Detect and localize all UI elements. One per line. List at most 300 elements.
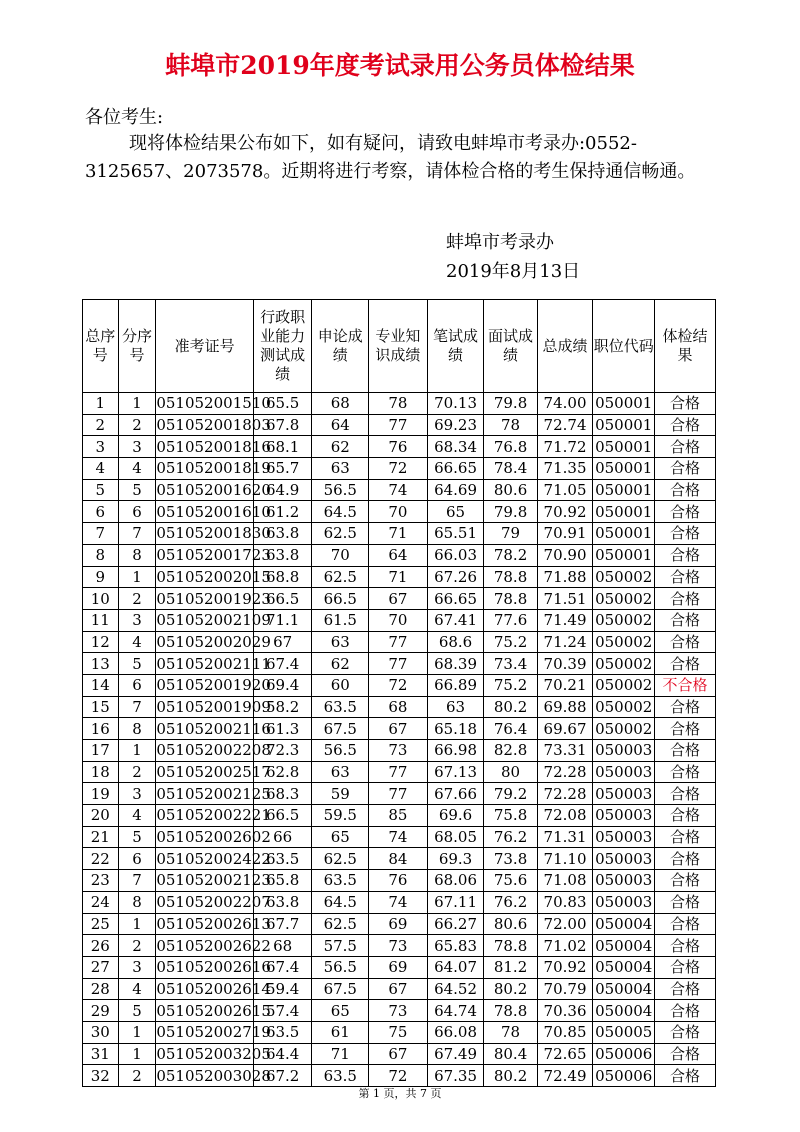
cell-exam-result: 合格	[655, 761, 716, 783]
cell-total-score: 70.36	[537, 1000, 593, 1022]
cell-sub-seq: 2	[118, 414, 156, 436]
cell-interview-score: 76.2	[484, 826, 537, 848]
cell-position-code: 050002	[593, 631, 655, 653]
cell-exam-result: 合格	[655, 631, 716, 653]
cell-xingce-score: 63.8	[253, 891, 312, 913]
cell-xingce-score: 66.5	[253, 588, 312, 610]
cell-written-score: 69.23	[427, 414, 484, 436]
table-row	[83, 1021, 716, 1043]
table-row	[83, 653, 716, 675]
cell-exam-result: 合格	[655, 956, 716, 978]
cell-total-score: 71.10	[537, 848, 593, 870]
cell-total-score: 71.05	[537, 479, 593, 501]
cell-sub-seq: 8	[118, 718, 156, 740]
cell-ticket-no: 051052001819	[156, 459, 271, 478]
table-row	[83, 609, 716, 631]
cell-total-seq: 5	[83, 479, 119, 501]
cell-interview-score: 75.2	[484, 631, 537, 653]
cell-shenlun-score: 56.5	[312, 956, 369, 978]
cell-written-score: 64.74	[427, 1000, 484, 1022]
table-row	[83, 479, 716, 501]
cell-ticket-no: 051052002614	[156, 979, 271, 998]
cell-sub-seq: 1	[118, 740, 156, 762]
cell-sub-seq: 1	[118, 1021, 156, 1043]
cell-interview-score: 78.8	[484, 566, 537, 588]
cell-interview-score: 76.4	[484, 718, 537, 740]
cell-interview-score: 79.8	[484, 501, 537, 523]
cell-total-score: 72.08	[537, 805, 593, 827]
cell-ticket-no: 051052003205	[156, 1044, 271, 1063]
cell-xingce-score: 67	[253, 631, 312, 653]
cell-ticket-no: 051052002622	[156, 936, 271, 955]
cell-xingce-score: 68	[253, 935, 312, 957]
cell-position-code: 050005	[593, 1021, 655, 1043]
cell-written-score: 67.11	[427, 891, 484, 913]
cell-total-score: 72.65	[537, 1043, 593, 1065]
cell-xingce-score: 67.4	[253, 956, 312, 978]
cell-xingce-score: 63.5	[253, 848, 312, 870]
cell-total-seq: 2	[83, 414, 119, 436]
cell-written-score: 66.65	[427, 458, 484, 480]
cell-xingce-score: 64.9	[253, 479, 312, 501]
cell-sub-seq: 7	[118, 870, 156, 892]
header-xingce-score: 行政职业能力测试成绩	[253, 300, 312, 393]
cell-sub-seq: 3	[118, 783, 156, 805]
cell-xingce-score: 59.4	[253, 978, 312, 1000]
cell-sub-seq: 3	[118, 956, 156, 978]
cell-ticket-no: 051052001830	[156, 524, 271, 543]
cell-total-seq: 27	[83, 956, 119, 978]
table-row	[83, 805, 716, 827]
table-row	[83, 436, 716, 458]
cell-written-score: 67.26	[427, 566, 484, 588]
cell-ticket-no: 051052002207	[156, 893, 271, 912]
cell-position-code: 050001	[593, 501, 655, 523]
cell-interview-score: 75.2	[484, 674, 537, 696]
cell-shenlun-score: 64.5	[312, 501, 369, 523]
cell-professional-score: 71	[369, 523, 428, 545]
cell-exam-result: 合格	[655, 935, 716, 957]
cell-total-score: 70.91	[537, 523, 593, 545]
cell-exam-result: 合格	[655, 696, 716, 718]
cell-shenlun-score: 56.5	[312, 740, 369, 762]
table-row	[83, 458, 716, 480]
cell-position-code: 050002	[593, 588, 655, 610]
cell-total-seq: 16	[83, 718, 119, 740]
table-row	[83, 740, 716, 762]
cell-total-seq: 26	[83, 935, 119, 957]
cell-sub-seq: 1	[118, 1043, 156, 1065]
cell-written-score: 65.83	[427, 935, 484, 957]
cell-xingce-score: 57.4	[253, 1000, 312, 1022]
cell-total-score: 71.08	[537, 870, 593, 892]
notice-body: 现将体检结果公布如下，如有疑问，请致电蚌埠市考录办:0552-3125657、2073578。近期将进行考察，请体检合格的考生保持通信畅通。	[85, 133, 696, 182]
cell-total-score: 70.21	[537, 674, 593, 696]
table-row	[83, 956, 716, 978]
cell-position-code: 050001	[593, 436, 655, 458]
cell-sub-seq: 8	[118, 544, 156, 566]
table-row	[83, 1000, 716, 1022]
cell-position-code: 050006	[593, 1065, 655, 1087]
cell-ticket-no: 051052002125	[156, 784, 271, 803]
cell-sub-seq: 7	[118, 696, 156, 718]
header-total-score: 总成绩	[537, 300, 593, 393]
cell-total-score: 72.28	[537, 761, 593, 783]
cell-ticket-no: 051052002613	[156, 914, 271, 933]
cell-professional-score: 76	[369, 870, 428, 892]
cell-written-score: 66.98	[427, 740, 484, 762]
cell-written-score: 66.27	[427, 913, 484, 935]
cell-written-score: 67.35	[427, 1065, 484, 1087]
cell-xingce-score: 63.8	[253, 544, 312, 566]
cell-xingce-score: 69.4	[253, 674, 312, 696]
cell-shenlun-score: 57.5	[312, 935, 369, 957]
notice-date: 2019年8月13日	[446, 261, 581, 282]
table-row	[83, 523, 716, 545]
cell-professional-score: 73	[369, 740, 428, 762]
cell-interview-score: 78.8	[484, 1000, 537, 1022]
cell-position-code: 050006	[593, 1043, 655, 1065]
cell-sub-seq: 5	[118, 826, 156, 848]
cell-shenlun-score: 65	[312, 1000, 369, 1022]
cell-total-seq: 7	[83, 523, 119, 545]
cell-position-code: 050002	[593, 674, 655, 696]
cell-exam-result: 合格	[655, 913, 716, 935]
cell-total-seq: 28	[83, 978, 119, 1000]
cell-written-score: 65	[427, 501, 484, 523]
cell-written-score: 67.49	[427, 1043, 484, 1065]
cell-total-seq: 3	[83, 436, 119, 458]
cell-total-seq: 13	[83, 653, 119, 675]
cell-total-score: 71.88	[537, 566, 593, 588]
cell-total-score: 70.79	[537, 978, 593, 1000]
cell-total-seq: 8	[83, 544, 119, 566]
cell-ticket-no: 051052001620	[156, 481, 271, 500]
results-table	[82, 299, 716, 1087]
cell-exam-result: 合格	[655, 523, 716, 545]
table-row	[83, 761, 716, 783]
cell-shenlun-score: 61.5	[312, 609, 369, 631]
cell-total-seq: 22	[83, 848, 119, 870]
cell-total-seq: 24	[83, 891, 119, 913]
cell-xingce-score: 68.3	[253, 783, 312, 805]
cell-sub-seq: 8	[118, 891, 156, 913]
cell-position-code: 050003	[593, 848, 655, 870]
cell-professional-score: 72	[369, 458, 428, 480]
cell-xingce-score: 71.1	[253, 609, 312, 631]
cell-interview-score: 78	[484, 414, 537, 436]
cell-shenlun-score: 63.5	[312, 696, 369, 718]
cell-total-seq: 18	[83, 761, 119, 783]
cell-total-score: 71.51	[537, 588, 593, 610]
cell-sub-seq: 2	[118, 761, 156, 783]
cell-sub-seq: 1	[118, 566, 156, 588]
cell-exam-result: 合格	[655, 436, 716, 458]
cell-exam-result: 合格	[655, 1065, 716, 1087]
cell-written-score: 67.66	[427, 783, 484, 805]
cell-ticket-no: 051052002109	[156, 611, 271, 630]
cell-xingce-score: 64.4	[253, 1043, 312, 1065]
cell-xingce-score: 67.7	[253, 913, 312, 935]
cell-sub-seq: 2	[118, 935, 156, 957]
cell-sub-seq: 5	[118, 653, 156, 675]
cell-exam-result: 合格	[655, 718, 716, 740]
cell-total-score: 71.72	[537, 436, 593, 458]
cell-shenlun-score: 64.5	[312, 891, 369, 913]
cell-written-score: 69.3	[427, 848, 484, 870]
cell-shenlun-score: 63.5	[312, 870, 369, 892]
header-sub-seq: 分序号	[118, 300, 156, 393]
cell-exam-result: 合格	[655, 393, 716, 415]
cell-shenlun-score: 59.5	[312, 805, 369, 827]
cell-position-code: 050002	[593, 566, 655, 588]
cell-sub-seq: 3	[118, 436, 156, 458]
cell-ticket-no: 051052001723	[156, 546, 271, 565]
table-row	[83, 1065, 716, 1087]
cell-exam-result: 合格	[655, 826, 716, 848]
cell-written-score: 68.06	[427, 870, 484, 892]
cell-shenlun-score: 63.5	[312, 1065, 369, 1087]
table-row	[83, 913, 716, 935]
cell-professional-score: 67	[369, 588, 428, 610]
cell-shenlun-score: 67.5	[312, 718, 369, 740]
header-total-seq: 总序号	[83, 300, 119, 393]
cell-total-score: 70.85	[537, 1021, 593, 1043]
greeting: 各位考生:	[85, 107, 164, 128]
cell-xingce-score: 62.8	[253, 761, 312, 783]
cell-total-seq: 15	[83, 696, 119, 718]
cell-ticket-no: 051052002616	[156, 958, 271, 977]
cell-exam-result: 合格	[655, 458, 716, 480]
cell-xingce-score: 65.7	[253, 458, 312, 480]
cell-sub-seq: 4	[118, 978, 156, 1000]
cell-ticket-no: 051052001803	[156, 416, 271, 435]
cell-interview-score: 80.2	[484, 1065, 537, 1087]
cell-ticket-no: 051052002719	[156, 1023, 271, 1042]
cell-total-seq: 21	[83, 826, 119, 848]
cell-sub-seq: 4	[118, 805, 156, 827]
cell-written-score: 66.65	[427, 588, 484, 610]
cell-ticket-no: 051052001923	[156, 589, 271, 608]
cell-interview-score: 78.2	[484, 544, 537, 566]
cell-exam-result: 合格	[655, 544, 716, 566]
cell-exam-result: 合格	[655, 870, 716, 892]
table-row	[83, 826, 716, 848]
header-exam-result: 体检结果	[655, 300, 716, 393]
cell-professional-score: 85	[369, 805, 428, 827]
cell-written-score: 64.07	[427, 956, 484, 978]
table-row	[83, 501, 716, 523]
cell-professional-score: 67	[369, 1043, 428, 1065]
cell-xingce-score: 66	[253, 826, 312, 848]
cell-written-score: 66.03	[427, 544, 484, 566]
cell-professional-score: 77	[369, 414, 428, 436]
cell-ticket-no: 051052002116	[156, 719, 271, 738]
cell-written-score: 65.51	[427, 523, 484, 545]
cell-xingce-score: 68.8	[253, 566, 312, 588]
cell-xingce-score: 63.8	[253, 523, 312, 545]
cell-total-score: 69.67	[537, 718, 593, 740]
cell-xingce-score: 65.8	[253, 870, 312, 892]
cell-position-code: 050003	[593, 826, 655, 848]
cell-total-score: 70.83	[537, 891, 593, 913]
table-row	[83, 783, 716, 805]
cell-position-code: 050001	[593, 414, 655, 436]
cell-ticket-no: 051052001920	[156, 676, 271, 695]
cell-xingce-score: 65.5	[253, 393, 312, 415]
cell-interview-score: 80.6	[484, 913, 537, 935]
cell-professional-score: 69	[369, 956, 428, 978]
cell-ticket-no: 051052002221	[156, 806, 271, 825]
cell-position-code: 050003	[593, 870, 655, 892]
cell-shenlun-score: 68	[312, 393, 369, 415]
cell-professional-score: 72	[369, 1065, 428, 1087]
table-row	[83, 935, 716, 957]
cell-interview-score: 75.8	[484, 805, 537, 827]
cell-professional-score: 75	[369, 1021, 428, 1043]
cell-exam-result: 合格	[655, 566, 716, 588]
cell-professional-score: 84	[369, 848, 428, 870]
cell-position-code: 050001	[593, 393, 655, 415]
cell-sub-seq: 6	[118, 848, 156, 870]
cell-position-code: 050001	[593, 458, 655, 480]
cell-total-seq: 29	[83, 1000, 119, 1022]
cell-exam-result: 合格	[655, 740, 716, 762]
cell-ticket-no: 051052003028	[156, 1066, 271, 1085]
table-row	[83, 891, 716, 913]
cell-ticket-no: 051052001909	[156, 697, 271, 716]
cell-total-seq: 19	[83, 783, 119, 805]
cell-total-score: 70.92	[537, 501, 593, 523]
cell-exam-result: 合格	[655, 805, 716, 827]
cell-total-score: 70.90	[537, 544, 593, 566]
cell-interview-score: 76.8	[484, 436, 537, 458]
cell-professional-score: 72	[369, 674, 428, 696]
cell-exam-result: 合格	[655, 1043, 716, 1065]
cell-xingce-score: 66.5	[253, 805, 312, 827]
cell-position-code: 050001	[593, 544, 655, 566]
cell-total-score: 72.00	[537, 913, 593, 935]
cell-written-score: 66.89	[427, 674, 484, 696]
page-title: 蚌埠市2019年度考试录用公务员体检结果	[165, 51, 635, 80]
cell-shenlun-score: 62.5	[312, 848, 369, 870]
table-body	[83, 393, 716, 1087]
cell-total-score: 72.28	[537, 783, 593, 805]
header-ticket-no: 准考证号	[156, 300, 253, 393]
cell-sub-seq: 1	[118, 393, 156, 415]
cell-sub-seq: 3	[118, 609, 156, 631]
cell-total-score: 70.92	[537, 956, 593, 978]
cell-xingce-score: 68.1	[253, 436, 312, 458]
cell-position-code: 050001	[593, 479, 655, 501]
cell-ticket-no: 051052002029	[156, 632, 271, 651]
header-professional-score: 专业知识成绩	[369, 300, 428, 393]
cell-shenlun-score: 60	[312, 674, 369, 696]
cell-total-score: 72.49	[537, 1065, 593, 1087]
cell-position-code: 050004	[593, 935, 655, 957]
cell-professional-score: 70	[369, 501, 428, 523]
cell-interview-score: 77.6	[484, 609, 537, 631]
cell-ticket-no: 051052002123	[156, 871, 271, 890]
cell-written-score: 64.52	[427, 978, 484, 1000]
cell-interview-score: 76.2	[484, 891, 537, 913]
cell-shenlun-score: 64	[312, 414, 369, 436]
cell-xingce-score: 58.2	[253, 696, 312, 718]
cell-interview-score: 78.8	[484, 588, 537, 610]
cell-total-score: 69.88	[537, 696, 593, 718]
cell-shenlun-score: 66.5	[312, 588, 369, 610]
cell-interview-score: 75.6	[484, 870, 537, 892]
cell-total-seq: 9	[83, 566, 119, 588]
cell-ticket-no: 051052002602	[156, 828, 271, 847]
cell-position-code: 050003	[593, 805, 655, 827]
cell-total-seq: 32	[83, 1065, 119, 1087]
cell-interview-score: 78.8	[484, 935, 537, 957]
cell-ticket-no: 051052002015	[156, 567, 271, 586]
cell-position-code: 050004	[593, 913, 655, 935]
cell-total-seq: 14	[83, 674, 119, 696]
cell-position-code: 050002	[593, 696, 655, 718]
cell-sub-seq: 2	[118, 588, 156, 610]
cell-exam-result: 不合格	[655, 674, 716, 696]
cell-xingce-score: 72.3	[253, 740, 312, 762]
cell-total-seq: 6	[83, 501, 119, 523]
cell-exam-result: 合格	[655, 848, 716, 870]
cell-written-score: 67.41	[427, 609, 484, 631]
cell-exam-result: 合格	[655, 783, 716, 805]
cell-ticket-no: 051052001610	[156, 502, 271, 521]
cell-shenlun-score: 62	[312, 653, 369, 675]
cell-total-seq: 11	[83, 609, 119, 631]
cell-ticket-no: 051052002615	[156, 1001, 271, 1020]
cell-exam-result: 合格	[655, 479, 716, 501]
signature: 蚌埠市考录办	[446, 232, 554, 253]
cell-shenlun-score: 62.5	[312, 523, 369, 545]
cell-exam-result: 合格	[655, 414, 716, 436]
cell-written-score: 64.69	[427, 479, 484, 501]
cell-written-score: 63	[427, 696, 484, 718]
cell-professional-score: 74	[369, 891, 428, 913]
cell-xingce-score: 67.2	[253, 1065, 312, 1087]
cell-professional-score: 76	[369, 436, 428, 458]
cell-professional-score: 77	[369, 761, 428, 783]
table-row	[83, 588, 716, 610]
cell-interview-score: 80	[484, 761, 537, 783]
cell-shenlun-score: 62.5	[312, 566, 369, 588]
cell-xingce-score: 63.5	[253, 1021, 312, 1043]
cell-professional-score: 73	[369, 1000, 428, 1022]
table-row	[83, 393, 716, 415]
cell-position-code: 050004	[593, 978, 655, 1000]
cell-total-seq: 12	[83, 631, 119, 653]
cell-written-score: 65.18	[427, 718, 484, 740]
cell-total-seq: 17	[83, 740, 119, 762]
cell-interview-score: 82.8	[484, 740, 537, 762]
header-shenlun-score: 申论成绩	[312, 300, 369, 393]
cell-xingce-score: 67.8	[253, 414, 312, 436]
cell-written-score: 70.13	[427, 393, 484, 415]
header-interview-score: 面试成绩	[484, 300, 537, 393]
cell-shenlun-score: 71	[312, 1043, 369, 1065]
cell-position-code: 050002	[593, 609, 655, 631]
table-row	[83, 718, 716, 740]
cell-ticket-no: 051052002111	[156, 654, 271, 673]
cell-position-code: 050004	[593, 1000, 655, 1022]
cell-sub-seq: 4	[118, 631, 156, 653]
cell-xingce-score: 61.3	[253, 718, 312, 740]
cell-professional-score: 71	[369, 566, 428, 588]
cell-exam-result: 合格	[655, 978, 716, 1000]
